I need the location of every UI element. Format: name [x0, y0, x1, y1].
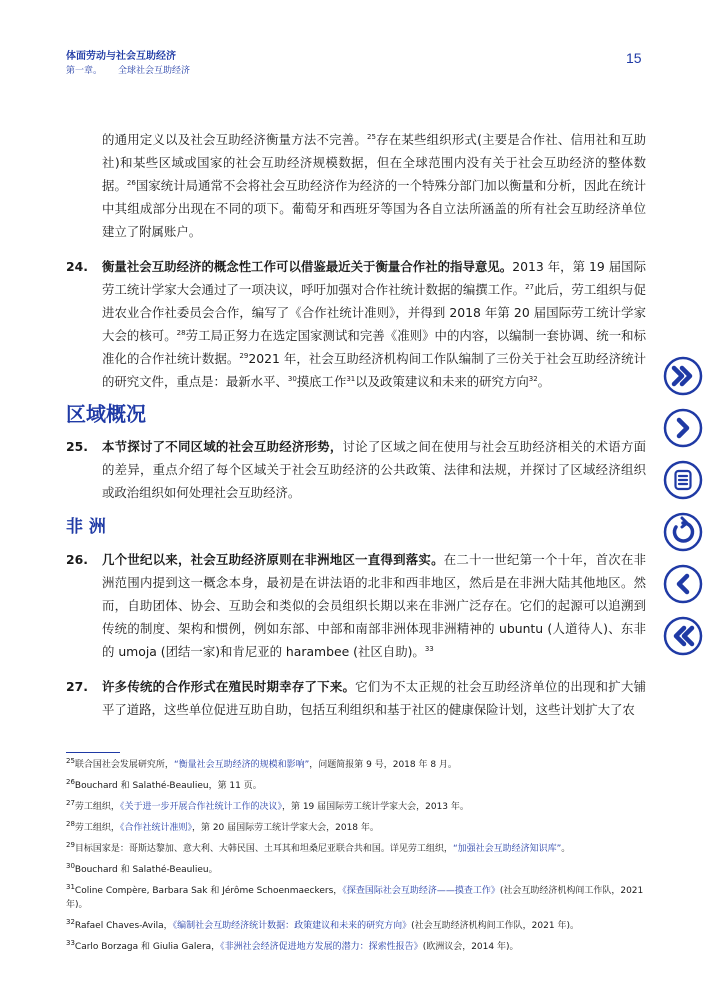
contents-button[interactable] [663, 460, 703, 500]
footnote: $^{32}$Rafael Chaves-Avila，《编制社会互助经济统计数据：政策建议和未来的研究方向》(社会互助经济机构间工作队，2021 年)。 [66, 918, 579, 931]
paragraph-number: 26. [66, 552, 88, 567]
continued-paragraph: 的通用定义以及社会互助经济衡量方法不完善。$^{25}$存在某些组织形式(主要是合作社、信用社和互助社)和某些区域或国家的社会互助经济规模数据，但在全球范围内没有关于社会互助经济的整体数据。$^{26}$国家统计局通常不会将社会互助经济作为经济的一个特殊分部门加以衡量和分析，因此在统计中其组成部分出现在不同的项下。葡萄牙和西班牙等国为各自立法所涵盖的所有社会互助经济单位建立了附属账户。 [102, 132, 647, 239]
paragraph-number: 24. [66, 259, 88, 274]
footnote-link[interactable]: “衡量社会互助经济的规模和影响” [173, 760, 310, 770]
footnote-ref[interactable]: 32 [528, 374, 538, 383]
chevron-right-icon [663, 408, 703, 448]
chevron-left-icon [663, 564, 703, 604]
next-page-button[interactable] [663, 408, 703, 448]
paragraph-24: 24. 衡量社会互助经济的概念性工作可以借鉴最近关于衡量合作社的指导意见。2013 年，第 19 届国际劳工统计学家大会通过了一项决议，呼吁加强对合作社统计数据的编撰工作。$^{27}$此后，劳工组织与促进农业合作社委员会合作，编写了《合作社统计准则》，并得到 2018 年第 20 届国际劳工统计学家大会的核可。$^{28}$劳工局正努力在选定国家测试和完善《准则》中的内容，以编制一套协调、统一和标准化的合作社统计数据。$^{29}$2021 年，社会互助经济机构间工作队编制了三份关于社会互助经济统计的研究文件，重点是：最新水平、$^{30}$摸底工作$^{31}$以及政策建议和未来的研究方向$^{32}$。 [66, 255, 646, 393]
footnote: $^{33}$Carlo Borzaga 和 Giulia Galera，《非洲社会经济促进地方发展的潜力：探索性报告》(欧洲议会，2014 年)。 [66, 939, 519, 952]
paragraph-number: 25. [66, 439, 88, 454]
page-number: 15 [626, 50, 642, 66]
footnote-link[interactable]: 《关于进一步开展合作社统计工作的决议》 [119, 802, 282, 812]
footnote-link[interactable]: 《合作社统计准则》 [119, 823, 192, 833]
paragraph-27: 27. 许多传统的合作形式在殖民时期幸存了下来。它们为不太正规的社会互助经济单位的出现和扩大铺平了道路，这些单位促进互助自助，包括互利组织和基于社区的健康保险计划，这些计划扩大了农 [66, 675, 646, 721]
footnote: $^{28}$劳工组织，《合作社统计准则》，第 20 届国际劳工统计学家大会，2018 年。 [66, 820, 379, 833]
paragraph-25: 25. 本节探讨了不同区域的社会互助经济形势，讨论了区域之间在使用与社会互助经济相关的术语方面的差异，重点介绍了每个区域关于社会互助经济的公共政策、法律和法规，并探讨了区域经济组织或政治组织如何处理社会互助经济。 [66, 435, 646, 504]
footnote: $^{26}$Bouchard 和 Salathé-Beaulieu，第 11 页。 [66, 778, 262, 791]
footnote-ref[interactable]: 28 [176, 328, 186, 337]
double-chevron-left-icon [663, 616, 703, 656]
footnotes [66, 758, 656, 961]
footnote: $^{30}$Bouchard 和 Salathé-Beaulieu。 [66, 862, 218, 875]
footnote-ref[interactable]: 29 [239, 351, 249, 360]
previous-section-button[interactable] [663, 616, 703, 656]
paragraph-26: 26. 几个世纪以来，社会互助经济原则在非洲地区一直得到落实。在二十一世纪第一个十年，首次在非洲范围内提到这一概念本身，最初是在讲法语的北非和西非地区，然后是在非洲大陆其他地区。然而，自助团体、协会、互助会和类似的会员组织长期以来在非洲广泛存在。它们的起源可以追溯到传统的制度、架构和惯例，例如东部、中部和南部非洲体现非洲精神的 ubuntu (人道待人)、东非的 umoja (团结一家)和肯尼亚的 harambee (社区自助)。$^{33}$ [66, 548, 646, 663]
footnote-ref[interactable]: 33 [424, 644, 434, 653]
header-title: 体面劳动与社会互助经济 [66, 51, 176, 62]
footnote-ref[interactable]: 31 [346, 374, 356, 383]
footnote-link[interactable]: 《非洲社会经济促进地方发展的潜力：探索性报告》 [220, 942, 423, 952]
main-content [66, 128, 646, 721]
chapter-title: 全球社会互助经济 [118, 66, 191, 76]
footnote: $^{29}$目标国家是：哥斯达黎加、意大利、大韩民国、土耳其和坦桑尼亚联合共和国。详见劳工组织，“加强社会互助经济知识库”。 [66, 841, 571, 854]
footnote: $^{27}$劳工组织，《关于进一步开展合作社统计工作的决议》，第 19 届国际劳工统计学家大会，2013 年。 [66, 799, 469, 812]
running-header [66, 50, 206, 78]
header-chapter [66, 64, 206, 78]
footnote-ref[interactable]: 27 [525, 282, 535, 291]
menu-list-icon [663, 460, 703, 500]
footnote-ref[interactable]: 26 [126, 178, 136, 187]
chapter-number: 第一章。 [66, 66, 103, 76]
footnote: $^{25}$联合国社会发展研究所，“衡量社会互助经济的规模和影响”，问题简报第 9 号，2018 年 8 月。 [66, 757, 457, 770]
next-section-button[interactable] [663, 356, 703, 396]
footnote-link[interactable]: 《探查国际社会互助经济——摸查工作》 [342, 886, 500, 896]
footnote: $^{31}$Coline Compère, Barbara Sak 和 Jérôme Schoenmaeckers，《探查国际社会互助经济——摸查工作》(社会互助经济机构间工作队，2021 年)。 [66, 883, 644, 910]
footnote-ref[interactable]: 25 [367, 132, 376, 141]
back-button[interactable] [663, 512, 703, 552]
section-heading-africa: 非 洲 [66, 517, 106, 537]
footnote-link[interactable]: “加强社会互助经济知识库” [452, 844, 562, 854]
paragraph-number: 27. [66, 679, 88, 694]
double-chevron-right-icon [663, 356, 703, 396]
footnote-ref[interactable]: 30 [287, 374, 297, 383]
footnote-link[interactable]: 《编制社会互助经济统计数据：政策建议和未来的研究方向》 [172, 921, 412, 931]
refresh-icon [663, 512, 703, 552]
footnote-divider [66, 752, 120, 753]
section-heading-regional: 区域概况 [66, 402, 146, 426]
previous-page-button[interactable] [663, 564, 703, 604]
